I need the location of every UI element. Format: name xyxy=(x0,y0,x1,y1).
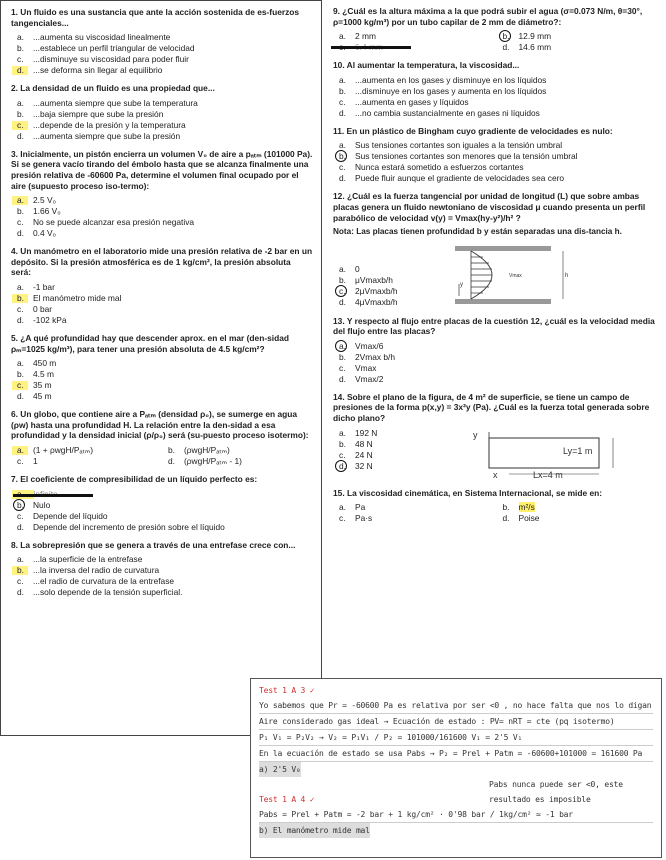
question-8: 8. La sobrepresión que se genera a través de una entrefase crece con... xyxy=(11,539,296,550)
question-1: 1. Un fluido es una sustancia que ante la acción sostenida de es-fuerzos tangenciales... xyxy=(11,7,300,28)
lx-label: Lx=4 m xyxy=(533,469,563,480)
option-6a[interactable]: a. (1 + ρwgH/Pₐₜₘ) xyxy=(11,445,162,456)
option-4a[interactable]: a. -1 bar xyxy=(17,281,55,292)
question-9: 9. ¿Cuál es la altura máxima a la que podrá subir el agua (σ=0.073 N/m, θ=30°, ρ=1000 kg/m³) por un tubo capilar de 2 mm de diámetro?: xyxy=(333,6,643,27)
notes-answer-1: a) 2'5 V₀ xyxy=(259,762,301,777)
option-3b[interactable]: b. 1.66 V₀ xyxy=(17,206,61,217)
option-13c[interactable]: c. Vmax xyxy=(339,362,377,373)
question-11: 11. En un plástico de Bingham cuyo gradiente de velocidades es nulo: xyxy=(333,125,613,136)
vmax-label: Vmax xyxy=(509,272,522,279)
option-1c[interactable]: c. ...disminuye su viscosidad para poder fluir xyxy=(17,54,189,65)
options-5 xyxy=(11,358,313,402)
option-7d[interactable]: d. Depende del incremento de presión sobre el líquido xyxy=(17,521,225,532)
option-12b[interactable]: b. μVmaxb/h xyxy=(339,274,393,285)
option-15b[interactable]: b. m²/s xyxy=(502,502,535,513)
options-3 xyxy=(11,195,313,239)
notes-line: Yo sabemos que Pr = -60600 Pa es relativa por ser <0 , no hace falta que nos lo digan xyxy=(259,698,653,714)
notes-title-2: Test 1 A 4 ✓ xyxy=(259,795,315,804)
option-5b[interactable]: b. 4.5 m xyxy=(17,369,54,380)
question-4: 4. Un manómetro en el laboratorio mide una presión relativa de -2 bar en un depósito. Si la presión atmosférica es de 1 kg/cm², la presión absoluta será: xyxy=(11,246,313,278)
notes-line: Pabs nunca puede ser <0, este xyxy=(489,780,623,789)
option-7b[interactable]: b. Nulo xyxy=(11,500,313,511)
question-10: 10. Al aumentar la temperatura, la viscosidad... xyxy=(333,60,520,71)
ly-label: Ly=1 m xyxy=(563,445,593,456)
options-14 xyxy=(333,428,377,472)
option-11a[interactable]: a. Sus tensiones cortantes son iguales a la tensión umbral xyxy=(339,140,563,151)
options-4 xyxy=(11,282,313,326)
notes-line: resultado es imposible xyxy=(489,795,591,804)
option-10c[interactable]: c. ...aumenta en gases y líquidos xyxy=(339,96,469,107)
question-3: 3. Inicialmente, un pistón encierra un volumen V₀ de aire a pₐₜₘ (101000 Pa). Si se genera vacío tirando del émbolo hasta que se alcanza finalmente una presión relativa de -60600 Pa, determine el volumen final ocupado por el aire (supuesto proceso iso-termo): xyxy=(11,148,313,191)
option-13d[interactable]: d. Vmax/2 xyxy=(339,373,384,384)
question-6: 6. Un globo, que contiene aire a Pₐₜₘ (densidad ρ₀), se sumerge en agua (ρw) hasta una profundidad H. La relación entre la den-sidad a esa profundidad y la densidad inicial (ρ/ρ₀) será (su-puesto proceso isotermo): xyxy=(11,409,309,441)
options-2 xyxy=(11,98,313,142)
x-axis-label: x xyxy=(493,469,498,480)
y-axis-label: y xyxy=(473,429,478,440)
options-1 xyxy=(11,32,313,76)
strike-mark xyxy=(13,494,93,497)
notes-line: P₁ V₁ = P₂V₂ → V₂ = P₁V₁ / P₂ = 101000/161600 V₁ = 2'5 V₁ xyxy=(259,730,653,746)
option-11b[interactable]: b. Sus tensiones cortantes son menores que la tensión umbral xyxy=(333,151,660,162)
option-8d[interactable]: d. ...solo depende de la tensión superficial. xyxy=(17,587,183,598)
notes-answer-2: b) El manómetro mide mal xyxy=(259,823,370,838)
option-12a[interactable]: a. 0 xyxy=(339,263,360,274)
option-10d[interactable]: d. ...no cambia sustancialmente en gases ni líquidos xyxy=(339,107,540,118)
top-plate xyxy=(455,246,551,251)
question-15: 15. La viscosidad cinemática, en Sistema Internacional, se mide en: xyxy=(333,487,603,498)
option-8a[interactable]: a. ...la superficie de la entrefase xyxy=(17,554,143,565)
option-1d[interactable]: d. ...se deforma sin llegar al equilibrio xyxy=(11,65,313,76)
options-15 xyxy=(333,502,660,524)
option-12c[interactable]: c. 2μVmaxb/h xyxy=(333,286,398,297)
option-1b[interactable]: b. ...establece un perfil triangular de velocidad xyxy=(17,43,195,54)
option-10a[interactable]: a. ...aumenta en los gases y disminuye en los líquidos xyxy=(339,74,547,85)
option-10b[interactable]: b. ...disminuye en los gases y aumenta en los líquidos xyxy=(339,85,547,96)
options-11 xyxy=(333,140,660,184)
option-6c[interactable]: c. 1 xyxy=(17,455,38,466)
option-8b[interactable]: b. ...la inversa del radio de curvatura xyxy=(11,565,313,576)
option-9b[interactable]: b. 12.9 mm xyxy=(497,31,661,42)
options-9 xyxy=(333,31,660,53)
question-12-block xyxy=(333,244,660,310)
question-14: 14. Sobre el plano de la figura, de 4 m² de superficie, se tiene un campo de presiones de la forma p(x,y) = 3x²y (Pa). ¿Cuál es la fuerza total generada sobre dicho plano? xyxy=(333,391,650,424)
options-12 xyxy=(333,264,398,308)
option-1a[interactable]: a. ...aumenta su viscosidad linealmente xyxy=(17,32,171,43)
option-4b[interactable]: b. El manómetro mide mal xyxy=(11,293,313,304)
options-10 xyxy=(333,75,660,119)
option-14c[interactable]: c. 24 N xyxy=(339,449,373,460)
notes-line: En la ecuación de estado se usa Pabs → P₂ = Prel + Patm = -60600+101000 = 161600 Pa xyxy=(259,746,653,762)
option-9d[interactable]: d. 14.6 mm xyxy=(502,42,552,53)
notes-line: Pabs = Prel + Patm = -2 bar + 1 kg/cm² · 0'98 bar / 1kg/cm² ≃ -1 bar xyxy=(259,807,653,823)
option-5a[interactable]: a. 450 m xyxy=(17,358,57,369)
option-14b[interactable]: b. 48 N xyxy=(339,438,373,449)
option-14d[interactable]: d. 32 N xyxy=(333,461,377,472)
question-2: 2. La densidad de un fluido es una propiedad que... xyxy=(11,83,215,94)
option-2c[interactable]: c. ...depende de la presión y la temperatura xyxy=(11,120,313,131)
option-11c[interactable]: c. Nunca estará sometido a esfuerzos cortantes xyxy=(339,162,524,173)
question-12: 12. ¿Cuál es la fuerza tangencial por unidad de longitud (L) que sobre ambas placas genera un fluido newtoniano de viscosidad μ cuando presenta un perfil parabólico de velocidad v(y) = Vmax(hy-y²)/h² ? xyxy=(333,191,646,223)
handwritten-notes xyxy=(250,678,662,858)
h-label: h xyxy=(565,272,569,279)
option-3a[interactable]: a. 2.5 V₀ xyxy=(11,195,313,206)
option-13b[interactable]: b. 2Vmax b/h xyxy=(339,351,396,362)
pressure-plane-figure xyxy=(463,428,663,480)
right-column xyxy=(325,0,666,680)
question-13: 13. Y respecto al flujo entre placas de la cuestión 12, ¿cuál es la velocidad media del flujo entre las placas? xyxy=(333,315,655,337)
option-12d[interactable]: d. 4μVmaxb/h xyxy=(339,296,398,307)
option-11d[interactable]: d. Puede fluir aunque el gradiente de velocidades sea cero xyxy=(339,173,565,184)
option-15c[interactable]: c. Pa·s xyxy=(339,513,373,524)
question-5: 5. ¿A qué profundidad hay que descender aprox. en el mar (den-sidad ρₘ=1025 kg/m³), para tener una presión absoluta de 4.5 kg/cm²? xyxy=(11,332,289,354)
strike-mark xyxy=(331,46,411,49)
option-3c[interactable]: c. No se puede alcanzar esa presión negativa xyxy=(17,217,195,228)
y-label: y xyxy=(460,281,463,288)
option-15a[interactable]: a. Pa xyxy=(339,502,366,513)
option-2b[interactable]: b. ...baja siempre que sube la presión xyxy=(17,108,164,119)
option-2a[interactable]: a. ...aumenta siempre que sube la temperatura xyxy=(17,97,198,108)
options-8 xyxy=(11,554,313,598)
bottom-plate xyxy=(455,299,551,304)
options-7 xyxy=(11,489,313,533)
option-8c[interactable]: c. ...el radio de curvatura de la entrefase xyxy=(17,576,175,587)
question-14-block xyxy=(333,428,660,480)
notes-line: Aire considerado gas ideal → Ecuación de estado : PV= nRT = cte (pq isotermo) xyxy=(259,714,653,730)
options-6 xyxy=(11,445,313,467)
option-14a[interactable]: a. 192 N xyxy=(339,427,378,438)
option-5d[interactable]: d. 45 m xyxy=(17,391,52,402)
option-2d[interactable]: d. ...aumenta siempre que sube la presión xyxy=(17,130,181,141)
plate-flow-figure xyxy=(451,244,581,310)
option-7c[interactable]: c. Depende del líquido xyxy=(17,510,108,521)
option-15d[interactable]: d. Poise xyxy=(502,513,540,524)
notes-title-1: Test 1 A 3 ✓ xyxy=(259,686,315,695)
option-4c[interactable]: c. 0 bar xyxy=(17,303,53,314)
option-3d[interactable]: d. 0.4 V₀ xyxy=(17,228,57,239)
option-6b[interactable]: b. (ρwgH/Pₐₜₘ) xyxy=(168,444,230,455)
question-7: 7. El coeficiente de compresibilidad de un líquido perfecto es: xyxy=(11,473,258,484)
option-9a[interactable]: a. 2 mm xyxy=(339,31,376,42)
options-13 xyxy=(333,341,660,385)
option-5c[interactable]: c. 35 m xyxy=(11,380,313,391)
left-column xyxy=(0,0,322,736)
question-12-note: Nota: Las placas tienen profundidad b y están separadas una dis-tancia h. xyxy=(333,227,622,237)
option-13a[interactable]: a. Vmax/6 xyxy=(333,341,660,352)
option-4d[interactable]: d. -102 kPa xyxy=(17,314,67,325)
option-6d[interactable]: d. (ρwgH/Pₐₜₘ - 1) xyxy=(168,455,242,466)
